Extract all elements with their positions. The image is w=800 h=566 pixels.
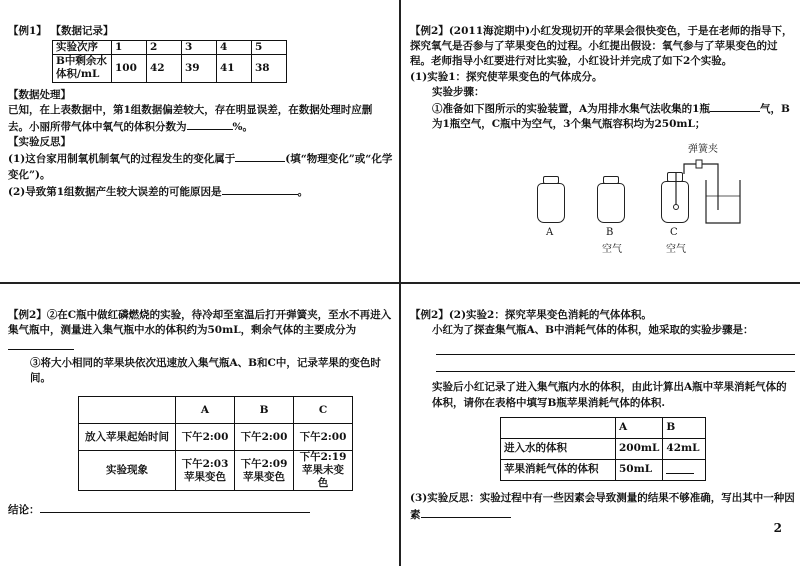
answer-blank[interactable] [666,462,694,474]
observation-table [78,396,353,491]
label-a: A [546,227,554,238]
step-1-text-a: ①准备如下图所示的实验装置，A为用排水集气法收集的1瓶 [432,103,710,116]
step-1 [410,100,795,132]
answer-blank[interactable] [421,506,511,518]
reflect-1-text-b: (填“物理变化”或“化学变化”)。 [8,153,393,181]
answer-line[interactable] [436,357,795,372]
table-row [79,451,353,491]
answer-blank[interactable] [710,100,760,112]
table-header-row [79,397,353,424]
reflect-1-text-a: (1)这台家用制氧机制氧气的过程发生的变化属于 [8,153,236,166]
label-spring-clamp: 弹簧夹 [688,144,718,155]
step-3: ③将大小相同的苹果块依次迅速放入集气瓶A、B和C中，记录苹果的变色时间。 [30,356,381,384]
table-cell: 下午2:00 [176,424,235,451]
label-air-b: 空气 [602,244,622,255]
table-cell: 1 [112,41,147,55]
bottle-a [537,183,565,223]
table-row [501,459,706,480]
table-cell: B中剩余水体积/mL [53,55,112,82]
table-cell: 5 [252,41,287,55]
step-2 [8,308,393,356]
reflect-2-text-b: 。 [297,185,309,198]
table-cell: 下午2:00 [235,424,294,451]
table-cell: 41 [217,55,252,82]
record-text: 实验后小红记录了进入集气瓶内水的体积，由此计算出A瓶中苹果消耗气体的体积，请你在表格中填写B瓶苹果消耗气体的体积. [432,381,787,409]
table-cell: 2 [147,41,182,55]
intro-text: (2011海淀期中)小红发现切开的苹果会很快变色，于是在老师的指导下，探究氧气是否参与了苹果变色的过程。小红提出假设：氧气参与了苹果变色的过程。老师指导小红要进行对比实验，小红设计并完成了如下2个实验。 [410,25,793,68]
slide-example-2-part1 [410,24,795,133]
example-tag: 【例2】 [8,309,47,321]
table-cell: 放入苹果起始时间 [79,424,176,451]
table-header-row [53,41,287,55]
apparatus-illustration [400,140,800,280]
table-cell: 苹果消耗气体的体积 [501,459,616,480]
example-tag: 【例2】 [410,309,449,321]
table-cell: 下午2:00 [294,424,353,451]
slide-example-2-part3 [410,308,795,523]
table-cell: 下午2:19苹果未变色 [294,451,353,491]
step-2-text: ②在C瓶中做红磷燃烧的实验，待冷却至室温后打开弹簧夹，至水不再进入集气瓶中，测量进入集气瓶中水的体积约为50mL，剩余气体的主要成分为 [8,309,392,337]
section-reflect: 【实验反思】 [8,136,71,149]
table-cell: 实验现象 [79,451,176,491]
table-cell: 100 [112,55,147,82]
reflect-question-1 [8,150,393,182]
section-record: 【数据记录】 [50,25,114,37]
slide-example-1 [8,24,393,200]
label-b: B [606,227,614,238]
process-text [8,103,393,135]
volume-table [500,417,706,481]
answer-blank[interactable] [235,150,285,162]
reflect-question-2 [8,183,393,200]
record-heading [8,24,393,39]
answer-blank[interactable] [8,338,74,350]
label-air-c: 空气 [666,244,686,255]
table-header-row [501,417,706,438]
table-cell: 实验次序 [53,41,112,55]
page-number: 2 [773,521,782,535]
table-cell: B [235,397,294,424]
table-cell [79,397,176,424]
conclusion [8,501,393,518]
table-cell: 3 [182,41,217,55]
experiment-1-title: (1)实验1：探究使苹果变色的气体成分。 [410,70,603,83]
table-cell: 39 [182,55,217,82]
table-cell: 50mL [616,459,663,480]
data-table [52,40,287,82]
process-text-a: 已知，在上表数据中，第1组数据偏差较大，存在明显误差，在数据处理时应删去。小丽所带气体中氧气的体积分数为 [8,103,373,134]
section-process: 【数据处理】 [8,88,71,101]
step-1-text-b: 气，B为1瓶空气，C瓶中为空气，3个集气瓶容积均为250mL； [432,103,790,131]
process-text-b: %。 [232,121,253,134]
answer-blank[interactable] [40,501,310,513]
table-cell: 200mL [616,438,663,459]
answer-blank[interactable] [187,118,233,130]
table-cell[interactable] [663,459,706,480]
example-tag: 【例2】 [410,25,449,37]
table-cell: 38 [252,55,287,82]
reflection-text: (3)实验反思：实验过程中有一些因素会导致测量的结果不够准确，写出其中一种因素 [410,491,795,522]
tube-and-beaker [660,150,760,226]
table-cell: C [294,397,353,424]
table-row [79,424,353,451]
conclusion-label: 结论： [8,504,40,517]
slide-example-2-part2 [8,308,393,519]
table-cell: 42mL [663,438,706,459]
table-cell: 42 [147,55,182,82]
label-c: C [670,227,678,238]
bottle-b [597,183,625,223]
horizontal-divider [0,282,800,284]
example-tag: 【例1】 [8,25,47,37]
answer-line[interactable] [436,340,795,355]
experiment-2-title [410,308,795,323]
answer-blank[interactable] [222,183,298,195]
table-cell [501,417,616,438]
table-row [53,55,287,82]
table-cell: A [616,417,663,438]
table-cell: 4 [217,41,252,55]
table-row [501,438,706,459]
table-cell: 下午2:09苹果变色 [235,451,294,491]
table-cell: 进入水的体积 [501,438,616,459]
experiment-2-steps-prompt: 小红为了探查集气瓶A、B中消耗气体的体积，她采取的实验步骤是： [432,324,754,337]
steps-label: 实验步骤： [432,85,485,98]
table-cell: A [176,397,235,424]
reflect-2-text-a: (2)导致第1组数据产生较大误差的可能原因是 [8,185,222,198]
table-cell: B [663,417,706,438]
experiment-2-text: (2)实验2：探究苹果变色消耗的气体体积。 [448,309,652,321]
intro-paragraph [410,24,795,70]
table-cell: 下午2:03苹果变色 [176,451,235,491]
reflection-question [410,491,795,523]
